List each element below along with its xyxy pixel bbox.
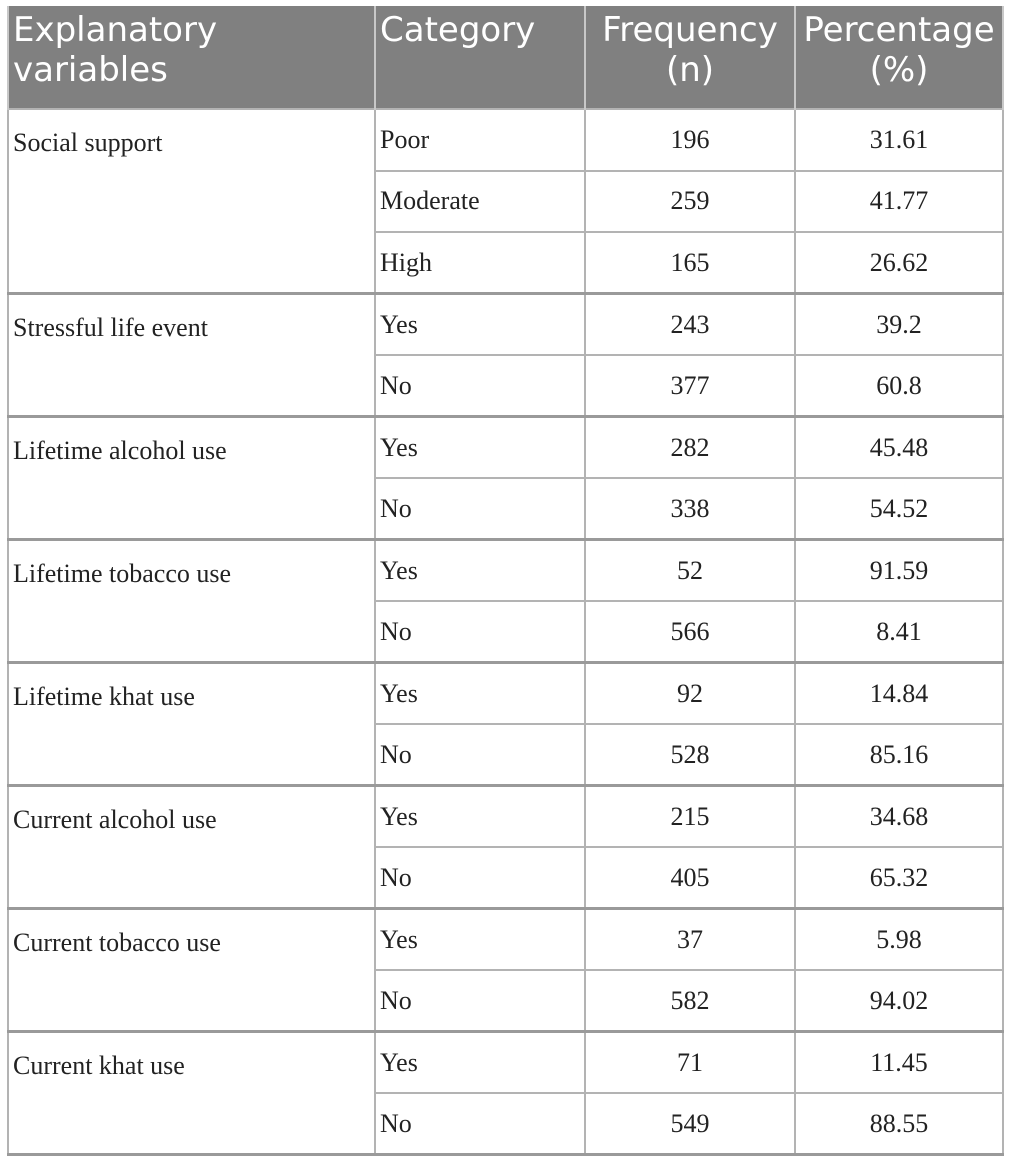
percentage-cell: 88.55 (795, 1093, 1003, 1155)
table-row (8, 540, 1003, 602)
header-explanatory-variables: Explanatory variables (8, 6, 375, 109)
category-cell: No (375, 1093, 585, 1155)
frequency-cell: 243 (585, 294, 795, 356)
percentage-cell: 45.48 (795, 417, 1003, 479)
table-row (8, 663, 1003, 725)
category-cell: Yes (375, 786, 585, 848)
frequency-cell: 566 (585, 601, 795, 663)
percentage-cell: 34.68 (795, 786, 1003, 848)
explanatory-variable-cell: Current tobacco use (8, 909, 375, 1032)
frequency-cell: 37 (585, 909, 795, 971)
header-row (8, 6, 1003, 109)
frequency-cell: 196 (585, 109, 795, 171)
percentage-cell: 8.41 (795, 601, 1003, 663)
percentage-cell: 5.98 (795, 909, 1003, 971)
category-cell: Yes (375, 417, 585, 479)
explanatory-variable-cell: Lifetime tobacco use (8, 540, 375, 663)
explanatory-variable-cell: Current khat use (8, 1032, 375, 1155)
category-cell: Poor (375, 109, 585, 171)
header-frequency: Frequency (n) (585, 6, 795, 109)
explanatory-variable-cell: Lifetime alcohol use (8, 417, 375, 540)
frequency-cell: 405 (585, 847, 795, 909)
table-row (8, 786, 1003, 848)
table-row (8, 109, 1003, 171)
table-body (8, 109, 1003, 1155)
explanatory-variable-cell: Current alcohol use (8, 786, 375, 909)
category-cell: Yes (375, 1032, 585, 1094)
explanatory-variable-cell: Social support (8, 109, 375, 294)
category-cell: No (375, 478, 585, 540)
category-cell: Yes (375, 294, 585, 356)
explanatory-variable-cell: Stressful life event (8, 294, 375, 417)
percentage-cell: 41.77 (795, 171, 1003, 233)
table-row (8, 1032, 1003, 1094)
category-cell: No (375, 601, 585, 663)
table-row (8, 294, 1003, 356)
frequency-cell: 338 (585, 478, 795, 540)
frequency-cell: 259 (585, 171, 795, 233)
percentage-cell: 54.52 (795, 478, 1003, 540)
table-row (8, 417, 1003, 479)
frequency-cell: 165 (585, 232, 795, 294)
frequency-cell: 215 (585, 786, 795, 848)
frequency-cell: 52 (585, 540, 795, 602)
percentage-cell: 91.59 (795, 540, 1003, 602)
frequency-cell: 71 (585, 1032, 795, 1094)
frequency-cell: 582 (585, 970, 795, 1032)
percentage-cell: 26.62 (795, 232, 1003, 294)
header-percentage: Percentage (%) (795, 6, 1003, 109)
percentage-cell: 65.32 (795, 847, 1003, 909)
percentage-cell: 60.8 (795, 355, 1003, 417)
category-cell: Yes (375, 663, 585, 725)
category-cell: No (375, 970, 585, 1032)
category-cell: Yes (375, 540, 585, 602)
percentage-cell: 85.16 (795, 724, 1003, 786)
explanatory-variables-table (7, 6, 1004, 1156)
table-header (8, 6, 1003, 109)
percentage-cell: 11.45 (795, 1032, 1003, 1094)
frequency-cell: 282 (585, 417, 795, 479)
header-category: Category (375, 6, 585, 109)
category-cell: No (375, 724, 585, 786)
category-cell: Moderate (375, 171, 585, 233)
category-cell: No (375, 355, 585, 417)
explanatory-variable-cell: Lifetime khat use (8, 663, 375, 786)
frequency-cell: 92 (585, 663, 795, 725)
category-cell: No (375, 847, 585, 909)
category-cell: High (375, 232, 585, 294)
category-cell: Yes (375, 909, 585, 971)
percentage-cell: 31.61 (795, 109, 1003, 171)
frequency-cell: 377 (585, 355, 795, 417)
percentage-cell: 39.2 (795, 294, 1003, 356)
table-row (8, 909, 1003, 971)
frequency-cell: 549 (585, 1093, 795, 1155)
frequency-cell: 528 (585, 724, 795, 786)
percentage-cell: 94.02 (795, 970, 1003, 1032)
percentage-cell: 14.84 (795, 663, 1003, 725)
